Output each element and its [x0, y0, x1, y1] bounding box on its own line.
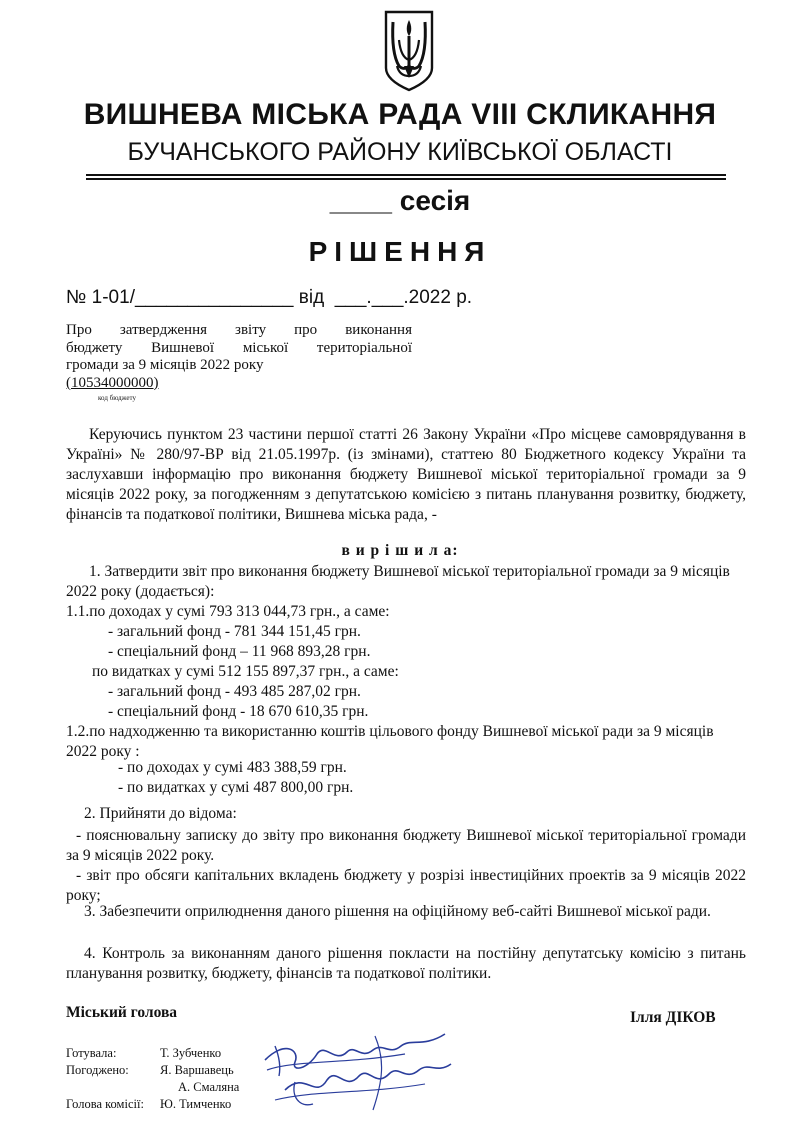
commission-name: Ю. Тимченко — [160, 1097, 232, 1111]
signature-position: Міський голова — [66, 1004, 178, 1021]
header-divider — [86, 174, 726, 176]
preamble: Керуючись пунктом 23 частини першої статті 26 Закону України «Про місцеве самоврядування в Україні» № 280/97-ВР від 21.05.1997р. (із змінами), статтею 80 Бюджетного кодексу України та заслухавши інформацію про виконання бюджету Вишневої міської територіальної громади за 9 місяців 2022 року, за погодженням з депутатською комісією з питань планування розвитку, бюджету, фінансів та податкової політики, Вишнева міська рада, - — [66, 426, 746, 523]
header-divider-thin — [86, 178, 726, 180]
agreed-label: Погоджено: — [66, 1063, 129, 1077]
item-1-2: 1.2.по надходженню та використанню коштів цільового фонду Вишневої міської ради за 9 місяців 2022 року : — [66, 723, 714, 760]
budget-code: (10534000000) — [66, 375, 159, 391]
decision-subject — [66, 322, 412, 375]
district-title: БУЧАНСЬКОГО РАЙОНУ КИЇВСЬКОЇ ОБЛАСТІ — [127, 138, 673, 166]
subject-line: Про затвердження звіту про виконання — [66, 322, 412, 338]
item-1-2-income: - по доходах у сумі 483 388,59 грн. — [118, 759, 347, 776]
item-1-1-special-fund: - спеціальний фонд – 11 968 893,28 грн. — [108, 643, 371, 660]
signature-name: Ілля ДІКОВ — [630, 1009, 716, 1026]
prepared-label: Готувала: — [66, 1046, 117, 1060]
council-title: ВИШНЕВА МІСЬКА РАДА VIII СКЛИКАННЯ — [83, 98, 717, 131]
subject-line: громади за 9 місяців 2022 року — [66, 357, 264, 373]
prepared-name: Т. Зубченко — [160, 1046, 222, 1060]
item-3: 3. Забезпечити оприлюднення даного рішення на офіційному веб-сайті Вишневої міської ради. — [84, 903, 711, 920]
coat-of-arms-icon — [383, 10, 435, 92]
budget-code-label: код бюджету — [98, 394, 136, 402]
item-1-1-expenses-general: - загальний фонд - 493 485 287,02 грн. — [108, 683, 361, 700]
handwritten-signature-icon — [255, 1030, 455, 1120]
item-1: 1. Затвердити звіт про виконання бюджету Вишневої міської територіальної громади за 9 місяців 2022 року (додається): — [66, 563, 730, 600]
item-1-1-expenses-special: - спеціальний фонд - 18 670 610,35 грн. — [108, 703, 369, 720]
commission-label: Голова комісії: — [66, 1097, 144, 1111]
item-1-1-general-fund: - загальний фонд - 781 344 151,45 грн. — [108, 623, 361, 640]
session-title: ____ сесія — [329, 185, 471, 216]
subject-line: бюджету Вишневої міської територіальної — [66, 339, 412, 356]
decision-title: РІШЕННЯ — [308, 236, 492, 267]
item-2-explanatory-note: - пояснювальну записку до звіту про виконання бюджету Вишневої міської територіальної громади за 9 місяців 2022 року. — [66, 827, 746, 864]
decision-number: № 1-01/_______________ від ___.___.2022 р. — [66, 287, 473, 308]
item-1-2-expenses: - по видатках у сумі 487 800,00 грн. — [118, 779, 354, 796]
item-1-1-expenses: по видатках у сумі 512 155 897,37 грн., а саме: — [92, 663, 399, 680]
item-2: 2. Прийняти до відома: — [84, 805, 237, 822]
item-1-1: 1.1.по доходах у сумі 793 313 044,73 грн., а саме: — [66, 603, 390, 620]
item-4: 4. Контроль за виконанням даного рішення покласти на постійну депутатську комісію з питань планування розвитку, бюджету, фінансів та податкової політики. — [66, 945, 746, 982]
item-2-capital-investments: - звіт про обсяги капітальних вкладень бюджету у розрізі інвестиційних проектів за 9 місяців 2022 року; — [66, 867, 746, 904]
agreed-name-1: Я. Варшавець — [160, 1063, 234, 1077]
agreed-name-2: А. Смаляна — [178, 1080, 240, 1094]
resolved-heading: в и р і ш и л а: — [341, 542, 459, 559]
